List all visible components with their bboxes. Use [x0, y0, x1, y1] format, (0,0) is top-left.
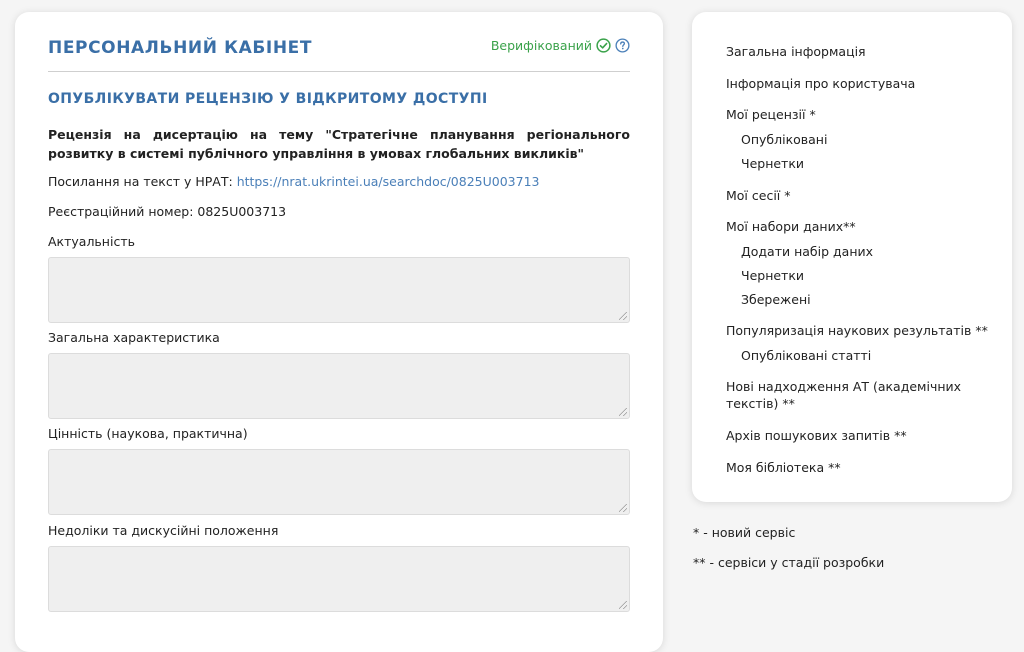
footnote-in-development: ** - сервіси у стадії розробки — [693, 555, 885, 570]
help-icon[interactable] — [615, 38, 630, 53]
sidebar-item-published-articles[interactable]: Опубліковані статті — [741, 348, 872, 363]
drawbacks-textarea[interactable] — [48, 546, 630, 612]
sidebar-item-new-arrivals[interactable]: Нові надходження АТ (академічних текстів) ** — [726, 379, 962, 411]
nrat-link-prefix: Посилання на текст у НРАТ: — [48, 174, 233, 189]
sidebar-item-published[interactable]: Опубліковані — [741, 132, 828, 147]
verified-label: Верифікований — [490, 38, 592, 53]
footnote-new-service: * - новий сервіс — [693, 525, 796, 540]
sidebar-item-user-info[interactable]: Інформація про користувача — [726, 76, 916, 91]
nrat-link[interactable]: https://nrat.ukrintei.ua/searchdoc/0825U003713 — [236, 174, 540, 189]
sidebar-item-my-datasets[interactable]: Мої набори даних** — [726, 219, 856, 234]
resize-handle[interactable] — [619, 312, 627, 320]
resize-handle[interactable] — [619, 408, 627, 416]
sidebar-menu — [692, 12, 1012, 502]
section-title: ОПУБЛІКУВАТИ РЕЦЕНЗІЮ У ВІДКРИТОМУ ДОСТУПІ — [48, 91, 488, 107]
sidebar-item-general-info[interactable]: Загальна інформація — [726, 44, 866, 59]
review-title: Рецензія на дисертацію на тему "Стратегічне планування регіонального розвитку в системі публічного управління в умовах глобальних викликів" — [48, 127, 630, 161]
sidebar-item-add-dataset[interactable]: Додати набір даних — [741, 244, 874, 259]
sidebar-item-my-sessions[interactable]: Мої сесії * — [726, 188, 791, 203]
field-label-drawbacks: Недоліки та дискусійні положення — [48, 523, 279, 538]
page-header — [48, 36, 630, 72]
sidebar-item-my-reviews[interactable]: Мої рецензії * — [726, 107, 816, 122]
sidebar-item-drafts[interactable]: Чернетки — [741, 156, 805, 171]
resize-handle[interactable] — [619, 601, 627, 609]
page-title: ПЕРСОНАЛЬНИЙ КАБІНЕТ — [48, 38, 313, 58]
sidebar-item-popularization[interactable]: Популяризація наукових результатів ** — [726, 323, 988, 338]
nrat-link-line — [48, 174, 539, 189]
field-label-relevance: Актуальність — [48, 234, 135, 249]
sidebar-item-dataset-drafts[interactable]: Чернетки — [741, 268, 805, 283]
sidebar-item-my-library[interactable]: Моя бібліотека ** — [726, 460, 841, 475]
check-circle-icon — [596, 38, 611, 53]
registration-number: Реєстраційний номер: 0825U003713 — [48, 204, 287, 219]
relevance-textarea[interactable] — [48, 257, 630, 323]
main-card — [15, 12, 663, 652]
resize-handle[interactable] — [619, 504, 627, 512]
sidebar-item-search-archive[interactable]: Архів пошукових запитів ** — [726, 428, 907, 443]
sidebar-item-saved[interactable]: Збережені — [741, 292, 811, 307]
value-textarea[interactable] — [48, 449, 630, 515]
field-label-value: Цінність (наукова, практична) — [48, 426, 248, 441]
verified-status — [491, 38, 630, 53]
field-label-general: Загальна характеристика — [48, 330, 220, 345]
general-characteristic-textarea[interactable] — [48, 353, 630, 419]
